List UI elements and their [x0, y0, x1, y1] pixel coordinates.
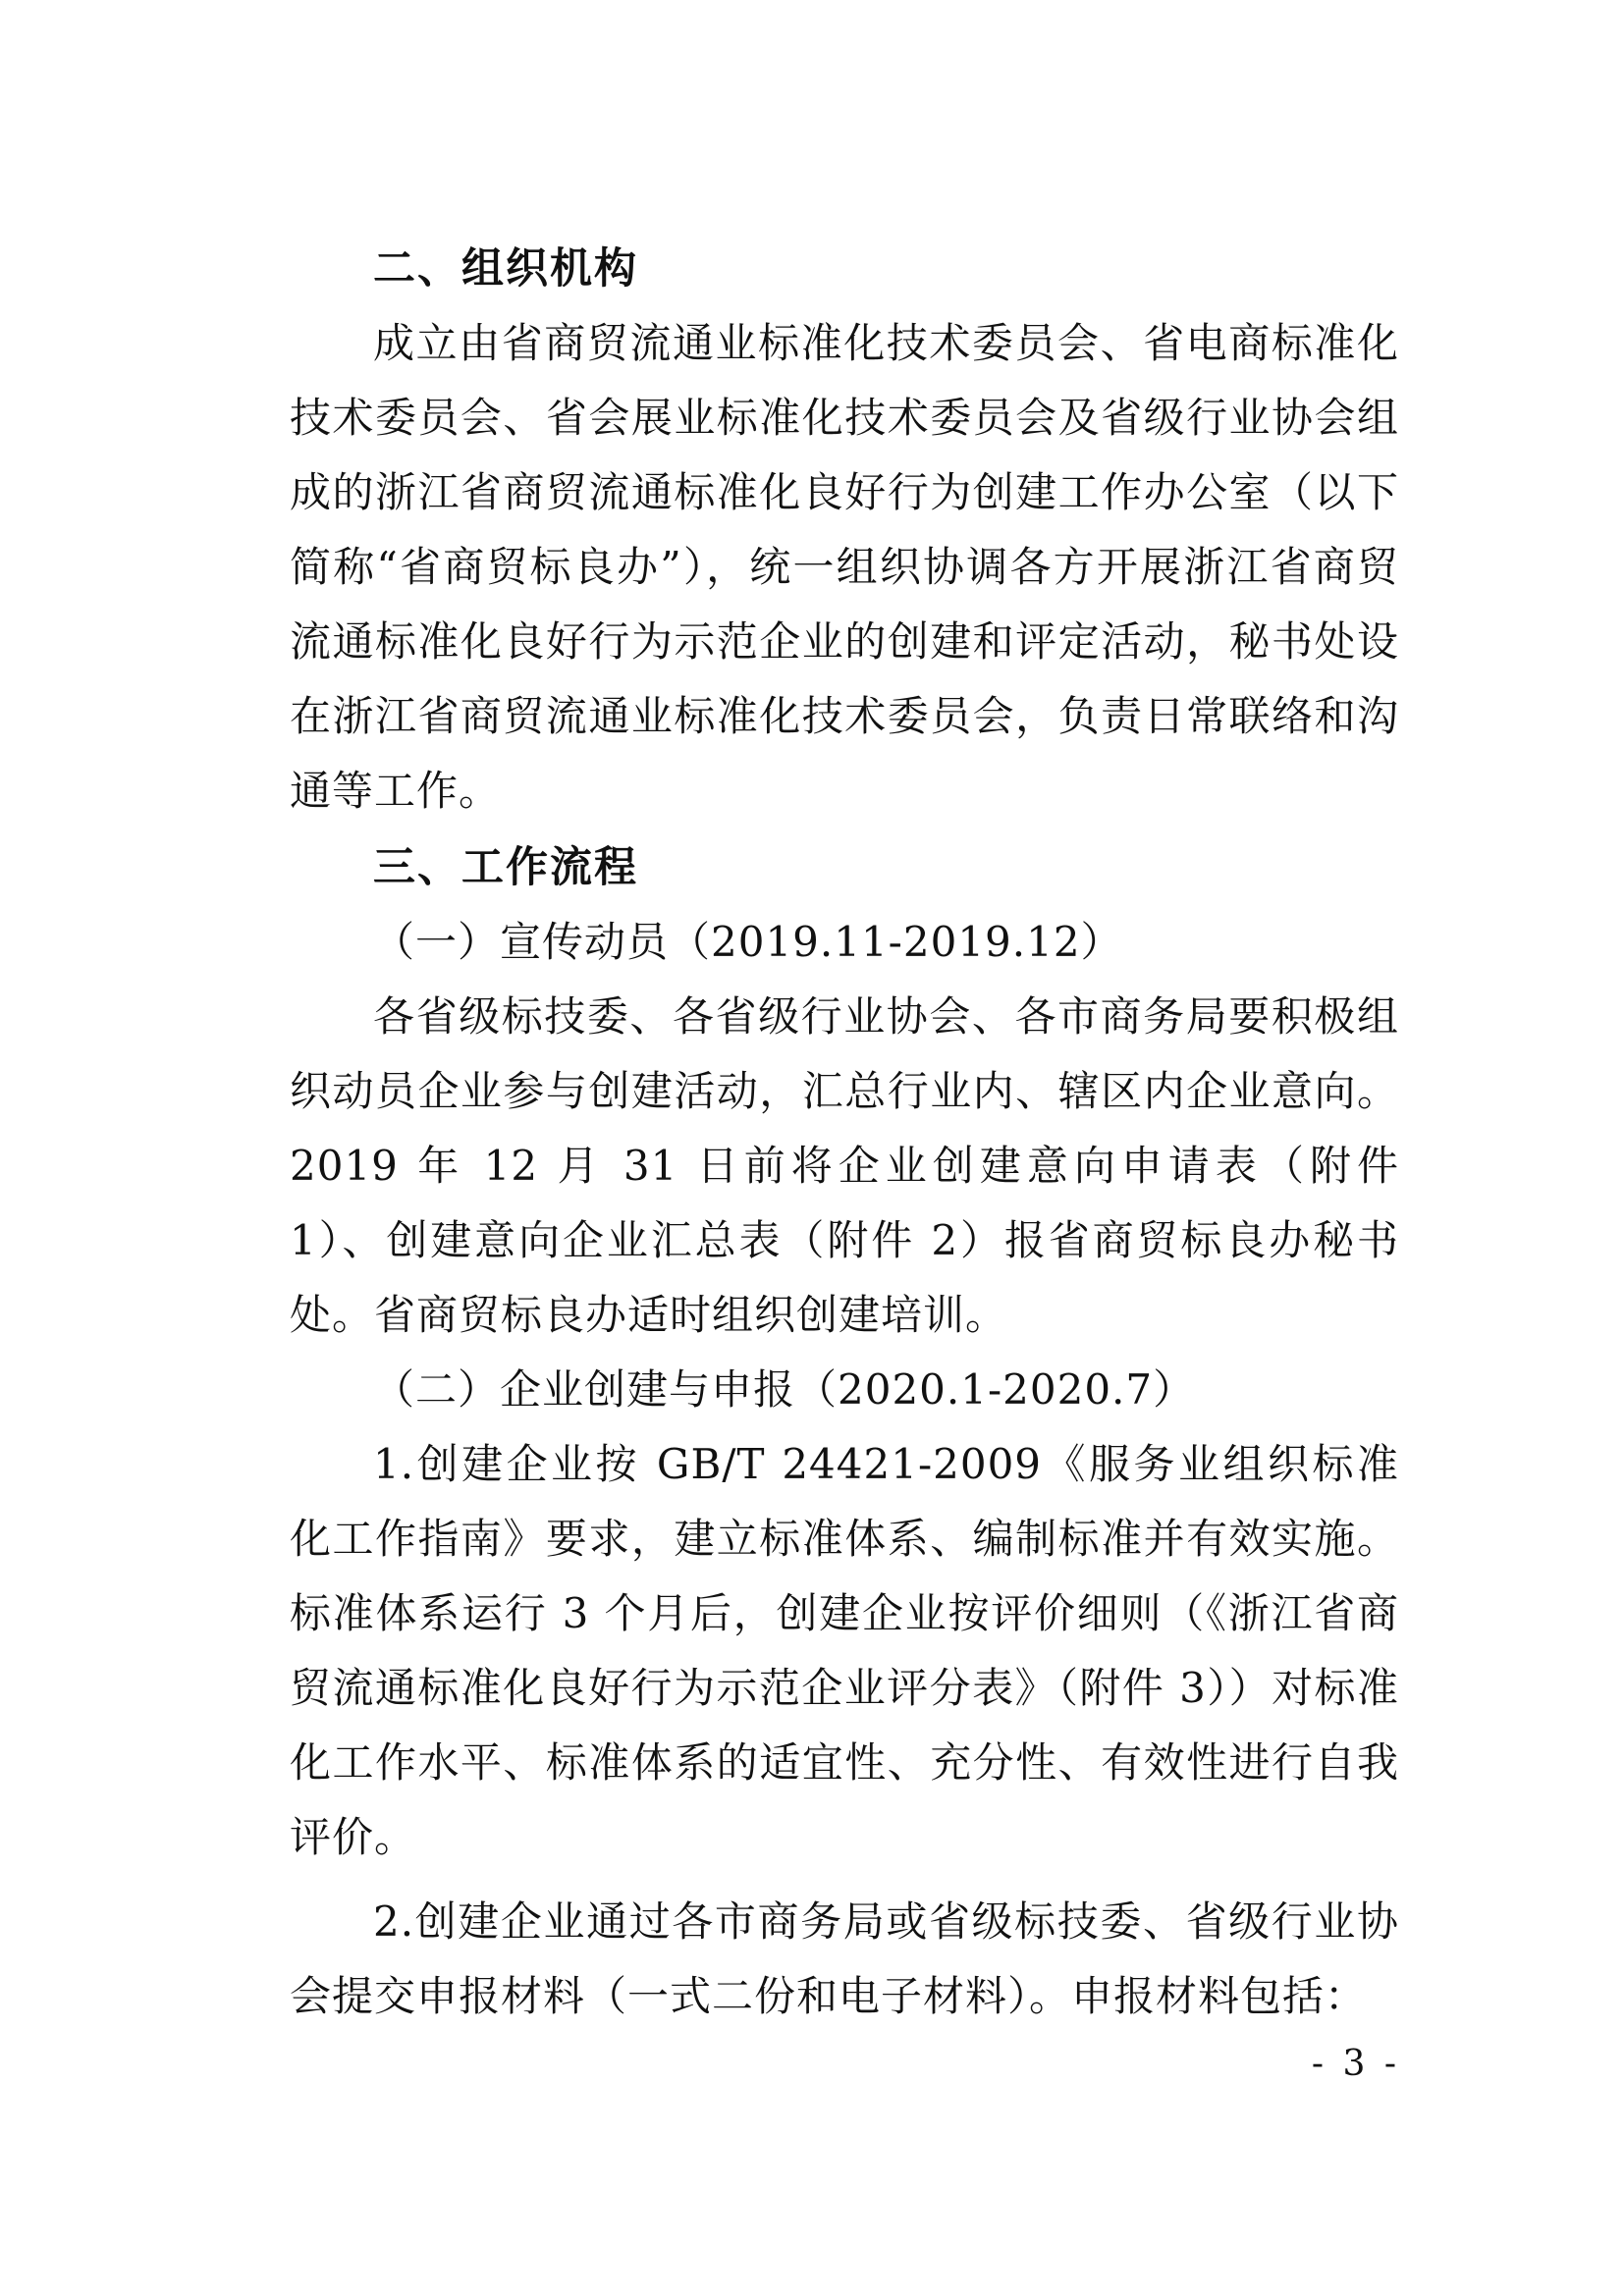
page-number: - 3 -	[1311, 2044, 1400, 2084]
application-item-2: 2.创建企业通过各市商务局或省级标技委、省级行业协会提交申报材料（一式二份和电子材料）。申报材料包括：	[290, 1897, 1399, 2020]
step-title-application: （二）企业创建与申报（2020.1-2020.7）	[373, 1365, 1196, 1414]
mobilization-paragraph: 各省级标技委、各省级行业协会、各市商务局要积极组织动员企业参与创建活动，汇总行业内、辖区内企业意向。2019 年 12 月 31 日前将企业创建意向申请表（附件 1）、创建意向企业汇总表（附件 2）报省商贸标良办秘书处。省商贸标良办适时组织创建培训。	[290, 992, 1399, 1339]
organization-paragraph: 成立由省商贸流通业标准化技术委员会、省电商标准化技术委员会、省会展业标准化技术委员会及省级行业协会组成的浙江省商贸流通标准化良好行为创建工作办公室（以下简称“省商贸标良办”），统一组织协调各方开展浙江省商贸流通标准化良好行为示范企业的创建和评定活动，秘书处设在浙江省商贸流通业标准化技术委员会，负责日常联络和沟通等工作。	[290, 319, 1399, 815]
step-title-mobilization: （一）宣传动员（2019.11-2019.12）	[373, 918, 1123, 966]
section-heading-workflow: 三、工作流程	[373, 843, 638, 892]
section-heading-organization: 二、组织机构	[373, 244, 638, 294]
application-item-1: 1.创建企业按 GB/T 24421-2009《服务业组织标准化工作指南》要求，建立标准体系、编制标准并有效实施。标准体系运行 3 个月后，创建企业按评价细则（《浙江省商贸流通标准化良好行为示范企业评分表》（附件 3））对标准化工作水平、标准体系的适宜性、充分性、有效性进行自我评价。	[290, 1440, 1399, 1861]
